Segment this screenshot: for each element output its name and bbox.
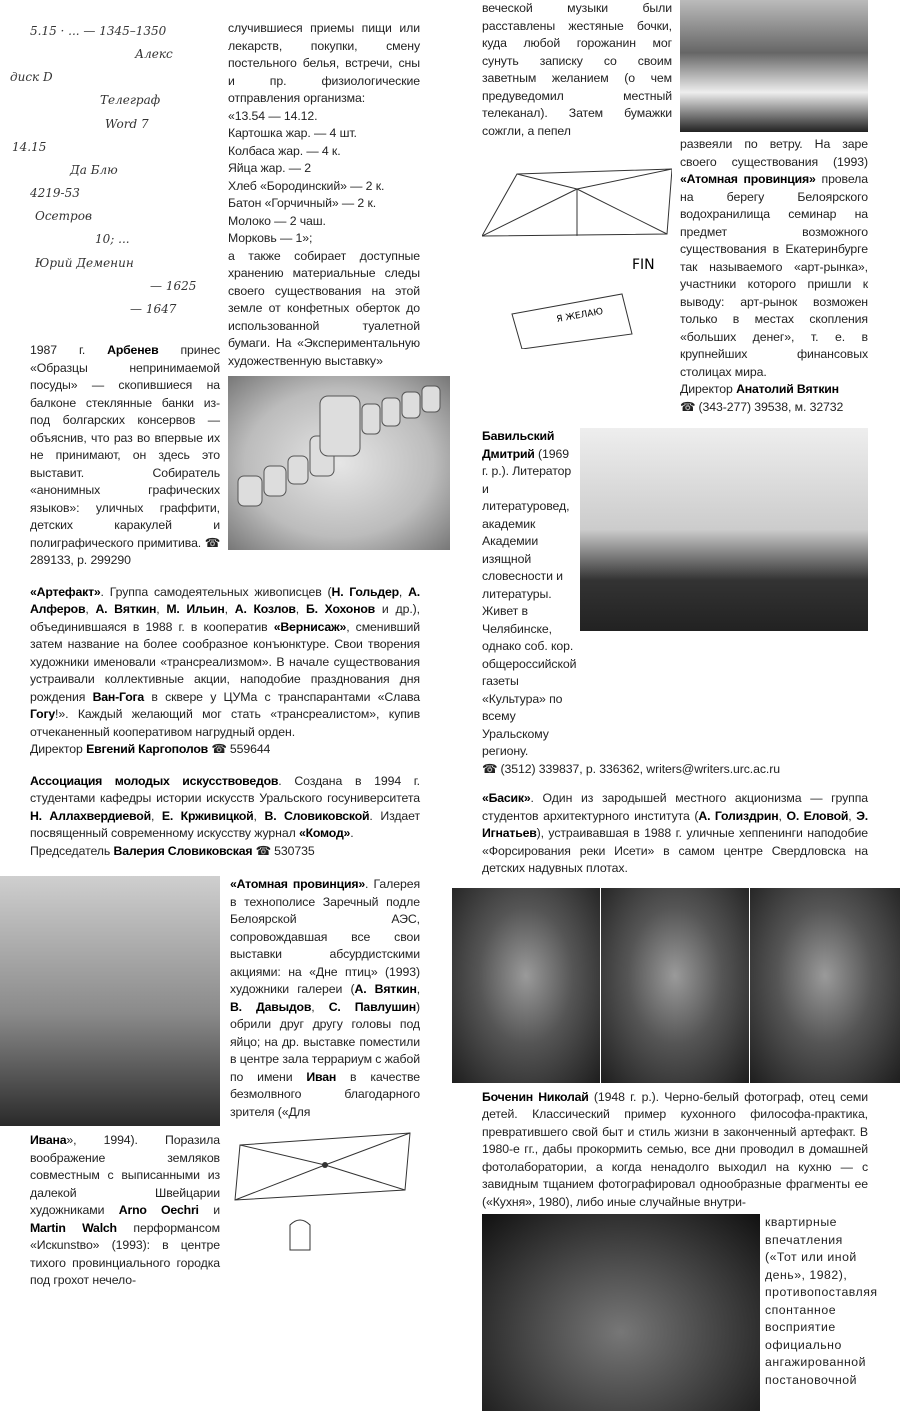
text-segment: ☎ (343-277) 39538, м. 32732 bbox=[680, 399, 844, 414]
bold-name: А. Алферов bbox=[30, 584, 420, 616]
handwritten-line: — 1625 bbox=[150, 278, 197, 293]
text-segment: . bbox=[350, 826, 354, 840]
text-segment: , bbox=[156, 602, 167, 616]
bold-name: «Артефакт» bbox=[30, 584, 101, 599]
artefakt-director bbox=[30, 741, 420, 759]
text-segment: , bbox=[253, 808, 265, 823]
bold-name: Ассоциация молодых искусствоведов bbox=[30, 773, 279, 788]
handwritten-line: Word 7 bbox=[105, 116, 149, 131]
food-list-item: Колбаса жар. — 4 к. bbox=[228, 143, 341, 158]
spoon-photo bbox=[482, 1214, 760, 1411]
food-intro-text bbox=[228, 20, 420, 108]
atom-province-entry bbox=[230, 876, 420, 1121]
text-segment: и др.), объединившаяся в 1988 г. в кооператив bbox=[30, 602, 420, 634]
wish-card-label: Я ЖЕЛАЮ bbox=[555, 306, 604, 325]
left-half bbox=[0, 0, 450, 1290]
basik-entry bbox=[482, 790, 868, 878]
bold-name: А. Козлов bbox=[234, 602, 296, 616]
bold-name: «Комод» bbox=[298, 826, 351, 840]
food-list-item: Морковь — 1»; bbox=[228, 231, 313, 245]
bold-name: Б. Хохонов bbox=[305, 602, 375, 616]
bold-name: А. Голиздрин bbox=[698, 808, 779, 823]
text-segment: в качестве безмолвного благодарного зрителя («Для bbox=[230, 1069, 420, 1119]
text-segment: а также собирает доступные хранению материальные следы своего существования на этой земле от конфетных оберток до использованной туалетной бумаги. На «Экспериментальную художественную выставку» bbox=[228, 248, 420, 368]
music-text bbox=[482, 0, 672, 140]
text-segment: в сквере у ЦУМа с транспарантами «Слава bbox=[144, 689, 420, 704]
food-outro-text bbox=[228, 248, 420, 371]
food-list-item: Хлеб «Бородинский» — 2 к. bbox=[228, 178, 385, 193]
text-segment: , bbox=[150, 808, 162, 823]
text-segment: . Один из зародышей местного акционизма — группа студентов архитектурного института ( bbox=[482, 791, 868, 823]
text-segment: , bbox=[85, 602, 96, 616]
text-segment: 289133, р. 299290 bbox=[30, 553, 131, 567]
text-segment: , bbox=[311, 999, 329, 1014]
star-diagram-sketch bbox=[230, 1125, 420, 1255]
jars-photo bbox=[228, 376, 450, 550]
text-segment: ☎ bbox=[204, 535, 220, 550]
bold-name: Arno Oechri bbox=[118, 1203, 199, 1217]
food-list-item: Яйца жар. — 2 bbox=[228, 161, 312, 175]
bold-name: Валерия Словиковская bbox=[113, 843, 253, 858]
bold-name: Иван bbox=[306, 1069, 337, 1084]
bold-name: Е. Крживицкой bbox=[161, 808, 254, 823]
bold-name: Ивана bbox=[30, 1133, 67, 1147]
bold-name: В. Давыдов bbox=[230, 999, 312, 1014]
bold-name: А. Вяткин bbox=[95, 602, 157, 616]
food-list bbox=[228, 108, 420, 248]
text-segment: (1969 г. р.). Литератор и литературовед, академик Академии изящной словесности и литературы. Живет в Челябинске, однако соб. кор. общероссийской газеты «Культура» по всему Уральскому региону. bbox=[482, 446, 577, 758]
text-segment: ), устраивавшая в 1988 г. уличные хеппенинги наподобие «Форсирования реки Исети» в самом центре Свердловска на детских надувных плотах. bbox=[482, 826, 868, 875]
text-segment: случившиеся приемы пищи или лекарств, покупки, смену постельного белья, встречи, сны и пр. физиологические отправления организма: bbox=[228, 21, 420, 105]
handwritten-line: Юрий Деменин bbox=[35, 255, 134, 270]
text-segment: принес «Образцы непринимаемой посуды» — скопившиеся на балконе стеклянные банки из-под болгарских консервов — объяснив, что раз во впервые их не принимают, он здесь это выставит. Собиратель «анонимных графических языков»: уличных граффити, детских каракулей и полиграфического примитива. bbox=[30, 343, 220, 550]
text-segment: , bbox=[848, 808, 857, 823]
text-segment: квартирные впечатления («Тот или иной день», 1982), противопоставляя спонтанное восприятие официально ангажированной постановочной bbox=[765, 1215, 878, 1387]
handwritten-line: диск D bbox=[10, 70, 53, 85]
bochenin-photo-1 bbox=[452, 888, 600, 1083]
bold-name: Э. Игнатьев bbox=[482, 808, 869, 840]
text-segment: и bbox=[198, 1203, 220, 1217]
handwritten-line: Телеграф bbox=[100, 93, 161, 108]
text-segment: , сменивший затем название на более сообразное конъюнктуре. Свои творения художники именовали «трансреализмом». В начале существования устраивали коллективные акции, наподобие празднования дня рождения bbox=[30, 619, 420, 704]
text-segment: веческой музыки были расставлены жестяные бочки, куда любой горожанин мог сунуть записку со своим заветным желанием (о чем предуведомил местный телеканал). Затем бумажки сожгли, а пепел bbox=[482, 1, 672, 138]
bold-name: Арбенев bbox=[107, 343, 159, 357]
text-segment: Председатель bbox=[30, 843, 114, 858]
bold-name: О. Еловой bbox=[786, 808, 849, 823]
text-segment: Директор bbox=[30, 742, 87, 756]
bold-name: С. Павлушин bbox=[328, 999, 416, 1014]
bold-name: Гогу bbox=[30, 707, 56, 721]
atom-director bbox=[680, 381, 868, 399]
arbenev-entry bbox=[30, 342, 220, 570]
text-segment: , bbox=[778, 808, 787, 823]
bochenin-photo-3 bbox=[750, 888, 900, 1083]
handwritten-line: Да Блю bbox=[70, 162, 118, 177]
text-segment: Директор bbox=[680, 382, 737, 396]
jars-drawing bbox=[228, 376, 450, 550]
bavilsky-portrait-photo bbox=[580, 428, 868, 631]
bold-name: Бавильский Дмитрий bbox=[482, 429, 555, 461]
handwritten-note-image bbox=[0, 20, 215, 320]
fin-label: FIN bbox=[632, 257, 655, 273]
handwritten-line: 14.15 bbox=[12, 139, 47, 154]
bold-name: «Басик» bbox=[482, 791, 531, 805]
bold-name: Н. Гольдер bbox=[331, 584, 399, 599]
text-segment: ☎ 530735 bbox=[252, 843, 315, 858]
text-segment: », 1994). Поразила воображение земляков совместным с выписанными из далекой Швейцарии художниками bbox=[30, 1133, 220, 1217]
text-segment: (1948 г. р.). Черно-белый фотограф, отец семи детей. Классический пример кухонного философа-практика, превратившего свой быт и стиль жизни в законченный артефакт. В 1980-е гг., дабы прокормить семью, все дни проводил в домашней фотолаборатории, а когда ненадолго выходил на кухню — с завидным тщанием фотографировал однообразные фрагменты ее («Кухня», 1980), либо иные случайные внутри- bbox=[482, 1089, 868, 1209]
bold-name: Martin Walch bbox=[30, 1220, 117, 1235]
atom-seminar-text bbox=[680, 136, 868, 381]
bavilsky-phone bbox=[482, 761, 868, 779]
association-entry bbox=[30, 773, 420, 843]
bavilsky-entry bbox=[482, 428, 577, 761]
text-segment: , bbox=[295, 602, 306, 616]
handwritten-line: 10; ... bbox=[95, 232, 130, 247]
text-segment: , bbox=[398, 584, 409, 599]
text-segment: ☎ 559644 bbox=[208, 742, 271, 756]
bold-name: Анатолий Вяткин bbox=[736, 382, 839, 396]
text-segment: перформансом «Искunstво» (1993): в центре тихого провинциального городка под грохот нечело- bbox=[30, 1220, 220, 1287]
bold-name: «Атомная провинция» bbox=[230, 877, 365, 891]
food-list-item: Картошка жар. — 4 шт. bbox=[228, 126, 357, 140]
text-segment: !». Каждый желающий мог стать «трансреалистом», купив отчеканенный кооперативом нагрудный орден. bbox=[30, 707, 420, 739]
bold-name: Ван-Гога bbox=[92, 689, 145, 704]
association-chair bbox=[30, 843, 420, 861]
artefakt-entry bbox=[30, 584, 420, 742]
text-segment: . Создана в 1994 г. студентами кафедры истории искусств Уральского госуниверситета bbox=[30, 773, 420, 805]
food-list-item: «13.54 — 14.12. bbox=[228, 108, 318, 123]
bochenin-photo-2 bbox=[601, 888, 749, 1083]
bold-name: «Вернисаж» bbox=[273, 619, 347, 634]
bold-name: Евгений Каргополов bbox=[86, 742, 209, 756]
shaved-heads-photo bbox=[0, 876, 220, 1126]
handwritten-line: — 1647 bbox=[130, 301, 177, 316]
text-segment: , bbox=[224, 602, 235, 616]
right-half bbox=[482, 0, 878, 1411]
text-segment: . Галерея в технополисе Заречный подле Белоярской АЭС, сопровождавшая все свои выставки абсурдистскими акциями: на «Дне птиц» (1993) художники галереи ( bbox=[230, 877, 420, 996]
text-segment: развеяли по ветру. На заре своего существования (1993) bbox=[680, 137, 868, 169]
text-segment: провела на берегу Белоярского водохранилища семинар на предмет возможного существования в Екатеринбурге так называемого «арт-рынка», участники которого пришли к выводу: арт-рынок возможен только в местах скопления «больших денег», т. е. в крупнейших финансовых столицах мира. bbox=[680, 172, 868, 379]
burning-barrels-photo bbox=[680, 0, 868, 132]
wish-burning-sketch bbox=[482, 144, 672, 349]
handwritten-line: 4219-53 bbox=[30, 186, 80, 201]
text-segment: . Группа самодеятельных живописцев ( bbox=[100, 584, 332, 599]
bold-name: «Атомная провинция» bbox=[680, 172, 816, 186]
bochenin-entry bbox=[482, 1089, 868, 1212]
text-segment: 1987 г. bbox=[30, 343, 108, 357]
atom-phone bbox=[680, 399, 868, 417]
ivana-entry bbox=[30, 1132, 220, 1290]
bold-name: Н. Аллахвердиевой bbox=[30, 808, 151, 823]
food-list-item: Молоко — 2 чаш. bbox=[228, 213, 326, 228]
text-segment: . Издает посвященный современному искусству журнал bbox=[30, 808, 421, 840]
handwritten-line: 5.15 · ... — 1345–1350 bbox=[30, 24, 167, 38]
bold-name: А. Вяткин bbox=[354, 982, 417, 996]
bold-name: В. Словиковской bbox=[264, 808, 370, 823]
text-segment: ) обрили друг другу головы под яйцо; на др. выставке поместили в центре зала террариум с жабой по имени bbox=[230, 999, 420, 1084]
text-segment: ☎ (3512) 339837, р. 336362, writers@writers.urc.ac.ru bbox=[482, 761, 780, 776]
bochenin-entry-continued bbox=[765, 1214, 878, 1389]
handwritten-line: Осетров bbox=[35, 209, 92, 224]
bold-name: М. Ильин bbox=[166, 602, 225, 616]
handwritten-line: Алекс bbox=[135, 47, 173, 62]
food-list-item: Батон «Горчичный» — 2 к. bbox=[228, 196, 377, 210]
text-segment: , bbox=[416, 982, 421, 996]
bold-name: Боченин Николай bbox=[482, 1089, 589, 1104]
